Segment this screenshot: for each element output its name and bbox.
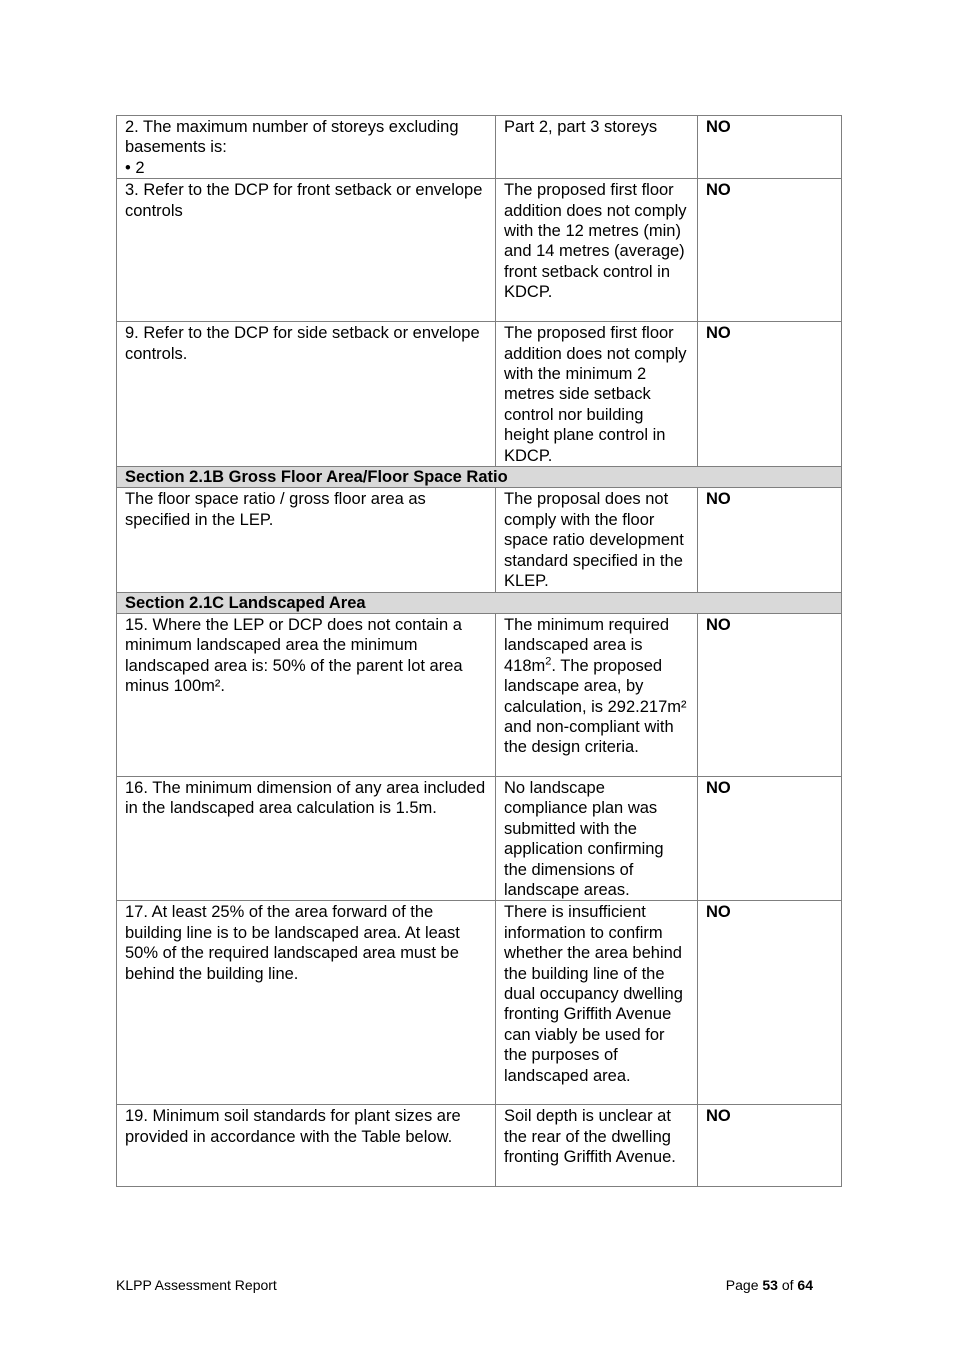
- requirement-cell: [117, 116, 496, 179]
- section-title: Section 2.1C Landscaped Area: [117, 592, 842, 613]
- requirement-cell: 3. Refer to the DCP for front setback or envelope controls: [117, 179, 496, 322]
- page-current: 53: [762, 1277, 778, 1293]
- compliance-cell: NO: [698, 488, 842, 592]
- requirement-cell: 17. At least 25% of the area forward of the building line is to be landscaped area. At least 50% of the required landscaped area must be behind the building line.: [117, 901, 496, 1105]
- page-of: of: [781, 1277, 794, 1293]
- section-header-row: [117, 592, 842, 613]
- requirement-cell: 9. Refer to the DCP for side setback or envelope controls.: [117, 322, 496, 467]
- compliance-table: [116, 115, 842, 1187]
- compliance-cell: NO: [698, 613, 842, 776]
- table-row: [117, 488, 842, 592]
- table-row: [117, 179, 842, 322]
- compliance-cell: NO: [698, 179, 842, 322]
- table-row: [117, 116, 842, 179]
- table-row: [117, 322, 842, 467]
- superscript-unit: 2: [545, 655, 552, 668]
- response-text-end: . The proposed landscape area, by calculation, is 292.217m² and non-compliant with the design criteria.: [504, 656, 687, 757]
- response-text-start: The minimum required landscaped area is 418m: [504, 615, 670, 675]
- table-row: [117, 776, 842, 900]
- response-cell: Soil depth is unclear at the rear of the dwelling fronting Griffith Avenue.: [496, 1105, 698, 1187]
- page-total: 64: [797, 1277, 813, 1293]
- response-cell: The proposed first floor addition does not comply with the 12 metres (min) and 14 metres (average) front setback control in KDCP.: [496, 179, 698, 322]
- table-row: [117, 901, 842, 1105]
- compliance-cell: NO: [698, 1105, 842, 1187]
- response-cell: The proposal does not comply with the floor space ratio development standard specified in the KLEP.: [496, 488, 698, 592]
- page-word: Page: [725, 1277, 759, 1293]
- response-cell: Part 2, part 3 storeys: [496, 116, 698, 179]
- requirement-cell: The floor space ratio / gross floor area as specified in the LEP.: [117, 488, 496, 592]
- compliance-cell: NO: [698, 776, 842, 900]
- compliance-cell: NO: [698, 901, 842, 1105]
- table-row: [117, 1105, 842, 1187]
- requirement-bullet: • 2: [125, 158, 145, 177]
- footer-report-title: KLPP Assessment Report: [116, 1277, 277, 1293]
- requirement-cell: 19. Minimum soil standards for plant sizes are provided in accordance with the Table below.: [117, 1105, 496, 1187]
- response-cell: [496, 613, 698, 776]
- response-cell: No landscape compliance plan was submitted with the application confirming the dimensions of landscape areas.: [496, 776, 698, 900]
- compliance-cell: NO: [698, 322, 842, 467]
- section-header-row: [117, 467, 842, 488]
- requirement-text: 2. The maximum number of storeys excluding basements is:: [125, 118, 459, 157]
- response-cell: The proposed first floor addition does not comply with the minimum 2 metres side setback control nor building height plane control in KDCP.: [496, 322, 698, 467]
- requirement-cell: 16. The minimum dimension of any area included in the landscaped area calculation is 1.5m.: [117, 776, 496, 900]
- section-title: Section 2.1B Gross Floor Area/Floor Space Ratio: [117, 467, 842, 488]
- footer-page-number: [726, 1277, 813, 1293]
- response-cell: There is insufficient information to confirm whether the area behind the building line of the dual occupancy dwelling fronting Griffith Avenue can viably be used for the purposes of landscaped area.: [496, 901, 698, 1105]
- table-row: [117, 613, 842, 776]
- compliance-cell: NO: [698, 116, 842, 179]
- requirement-cell: 15. Where the LEP or DCP does not contain a minimum landscaped area the minimum landscaped area is: 50% of the parent lot area minus 100m².: [117, 613, 496, 776]
